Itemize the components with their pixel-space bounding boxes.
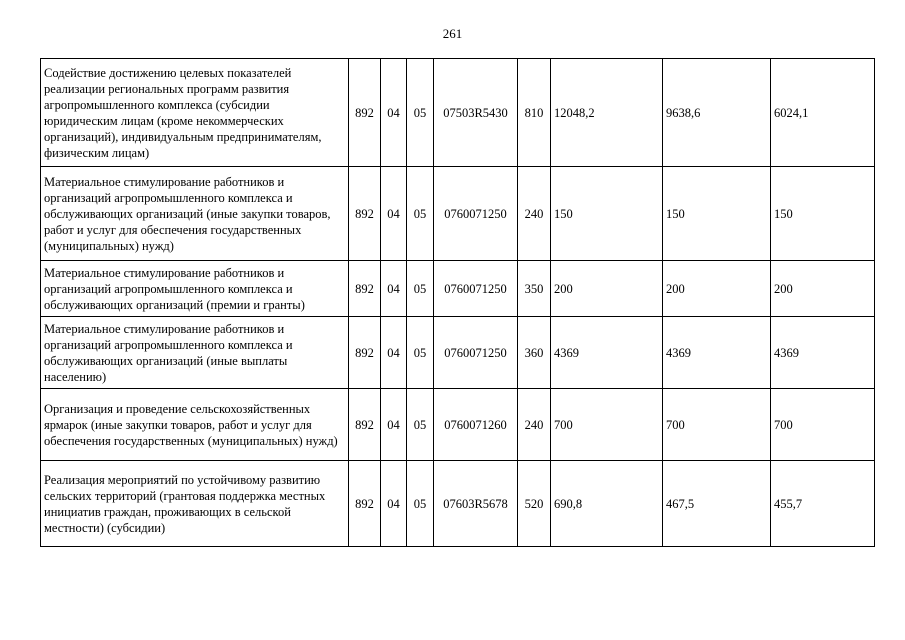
expense-type-code: 350 <box>518 261 551 317</box>
expense-name: Реализация мероприятий по устойчивому развитию сельских территорий (грантовая поддержка местных инициатив граждан, проживающих в сельской местности) (субсидии) <box>41 461 349 547</box>
amount-year-3: 700 <box>771 389 875 461</box>
amount-year-1: 150 <box>551 167 663 261</box>
amount-year-2: 4369 <box>663 317 771 389</box>
table-row <box>41 261 875 317</box>
amount-year-2: 200 <box>663 261 771 317</box>
amount-year-3: 4369 <box>771 317 875 389</box>
amount-year-1: 700 <box>551 389 663 461</box>
ministry-code: 892 <box>349 59 381 167</box>
section-code: 04 <box>381 167 407 261</box>
target-article-code: 0760071260 <box>434 389 518 461</box>
expense-name: Материальное стимулирование работников и организаций агропромышленного комплекса и обслуживающих организаций (иные выплаты населению) <box>41 317 349 389</box>
target-article-code: 07503R5430 <box>434 59 518 167</box>
expense-type-code: 240 <box>518 167 551 261</box>
expense-name: Содействие достижению целевых показателей реализации региональных программ развития агропромышленного комплекса (субсидии юридическим лицам (кроме некоммерческих организаций), индивидуальным предпринимателям, физическим лицам) <box>41 59 349 167</box>
expense-type-code: 810 <box>518 59 551 167</box>
amount-year-3: 200 <box>771 261 875 317</box>
table-row <box>41 167 875 261</box>
expense-type-code: 360 <box>518 317 551 389</box>
expense-name: Материальное стимулирование работников и организаций агропромышленного комплекса и обслуживающих организаций (премии и гранты) <box>41 261 349 317</box>
budget-table <box>40 58 875 547</box>
ministry-code: 892 <box>349 167 381 261</box>
ministry-code: 892 <box>349 317 381 389</box>
amount-year-3: 6024,1 <box>771 59 875 167</box>
ministry-code: 892 <box>349 261 381 317</box>
table-row <box>41 461 875 547</box>
target-article-code: 0760071250 <box>434 261 518 317</box>
amount-year-2: 700 <box>663 389 771 461</box>
amount-year-3: 150 <box>771 167 875 261</box>
expense-name: Материальное стимулирование работников и организаций агропромышленного комплекса и обслуживающих организаций (иные закупки товаров, работ и услуг для обеспечения государственных (муниципальных) нужд) <box>41 167 349 261</box>
amount-year-2: 9638,6 <box>663 59 771 167</box>
page-number: 261 <box>442 26 463 41</box>
expense-name: Организация и проведение сельскохозяйственных ярмарок (иные закупки товаров, работ и услуг для обеспечения государственных (муниципальных) нужд) <box>41 389 349 461</box>
section-code: 04 <box>381 317 407 389</box>
subsection-code: 05 <box>407 261 434 317</box>
amount-year-2: 467,5 <box>663 461 771 547</box>
ministry-code: 892 <box>349 461 381 547</box>
amount-year-1: 4369 <box>551 317 663 389</box>
amount-year-1: 200 <box>551 261 663 317</box>
table-row <box>41 389 875 461</box>
subsection-code: 05 <box>407 461 434 547</box>
target-article-code: 0760071250 <box>434 167 518 261</box>
target-article-code: 07603R5678 <box>434 461 518 547</box>
section-code: 04 <box>381 461 407 547</box>
expense-type-code: 520 <box>518 461 551 547</box>
section-code: 04 <box>381 389 407 461</box>
ministry-code: 892 <box>349 389 381 461</box>
subsection-code: 05 <box>407 59 434 167</box>
table-row <box>41 317 875 389</box>
expense-type-code: 240 <box>518 389 551 461</box>
section-code: 04 <box>381 261 407 317</box>
subsection-code: 05 <box>407 317 434 389</box>
subsection-code: 05 <box>407 167 434 261</box>
section-code: 04 <box>381 59 407 167</box>
amount-year-3: 455,7 <box>771 461 875 547</box>
target-article-code: 0760071250 <box>434 317 518 389</box>
amount-year-1: 12048,2 <box>551 59 663 167</box>
table-row <box>41 59 875 167</box>
amount-year-2: 150 <box>663 167 771 261</box>
amount-year-1: 690,8 <box>551 461 663 547</box>
subsection-code: 05 <box>407 389 434 461</box>
